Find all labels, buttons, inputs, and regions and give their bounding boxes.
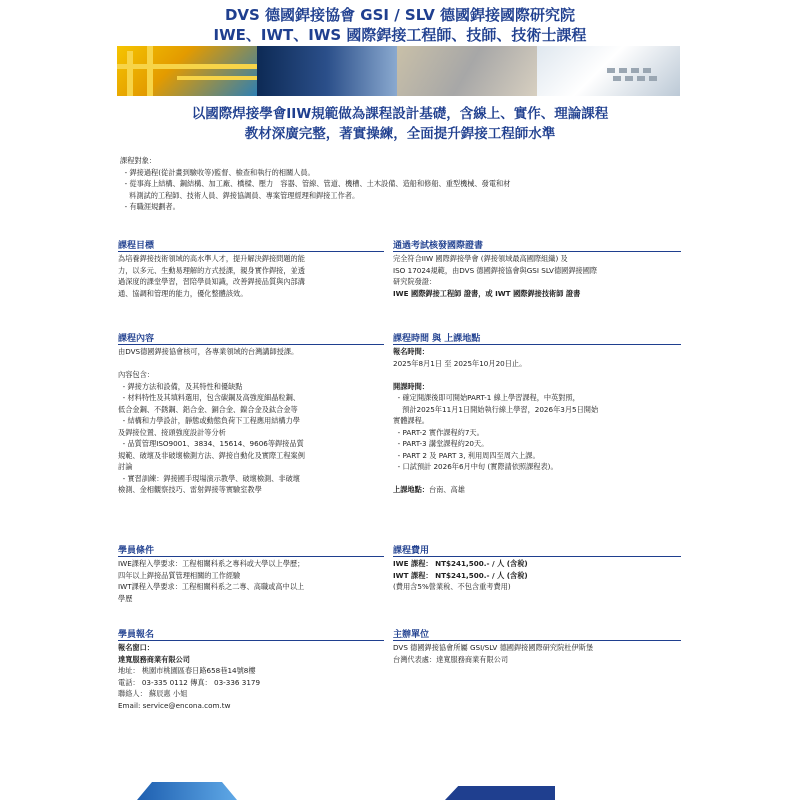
audience-line: - 從事海上結構、鋼結構、加工廠、橋樑、壓力 容器、管線、管道、機槽、土木設備、造船和修船、重型機械、發電和材 <box>120 179 511 188</box>
section-body-cert <box>393 253 681 299</box>
audience-line: 課程對象： <box>120 156 156 165</box>
schedule-line: 預計2025年11月1日開始執行線上學習，2026年3月5日開始 <box>393 404 599 414</box>
content-line: 及銲接位置、接頭強度設計等分析 <box>118 427 226 437</box>
section-heading-cert: 通過考試核發國際證書 <box>393 238 681 252</box>
cert-line: 研究院發證： <box>393 277 437 286</box>
section-body-goal <box>118 253 384 299</box>
content-line: - 品質管理ISO9001、3834、15614、9606等銲接品質 <box>118 439 304 448</box>
content-line: 檢測、金相觀察技巧、雷射銲接等實驗室教學 <box>118 485 262 494</box>
content-line <box>118 358 384 370</box>
audience-block <box>120 155 680 213</box>
organizer-line: 台灣代表處：達寬服務商業有限公司 <box>393 654 509 664</box>
schedule-line: - PART 2 及 PART 3, 利用周四至周六上課。 <box>393 450 540 460</box>
schedule-line: - PART-3 講堂課程約20天。 <box>393 439 489 448</box>
dvs-logo <box>137 782 237 800</box>
schedule-period-label: 報名時間： <box>393 347 429 356</box>
registration-window-label: 報名窗口： <box>118 643 154 652</box>
section-body-fees <box>393 558 681 593</box>
fee-line-iwt: IWT 課程： NT$241,500.- / 人 (含稅) <box>393 570 528 580</box>
section-heading-requirements: 學員條件 <box>118 543 384 557</box>
banner-engineering-image <box>257 46 397 96</box>
cert-line: IWE 國際銲接工程師 證書，或 IWT 國際銲接技術師 證書 <box>393 288 581 298</box>
registration-email: Email: service@encona.com.tw <box>118 700 231 710</box>
subtitle-line-2: 教材深廣完整，著實操練，全面提升銲接工程師水準 <box>244 126 556 142</box>
section-heading-schedule: 課程時間 與 上課地點 <box>393 331 681 345</box>
content-line: - 結構和力學設計，靜態或動態負荷下工程應用結構力學 <box>118 416 300 425</box>
cert-line: 完全符合IIW 國際銲接學會 (銲接領域最高國際組織) 及 <box>393 254 568 263</box>
content-line: - 銲接方法和設備，及其特性和優缺點 <box>118 381 243 391</box>
schedule-open-label: 開課時間： <box>393 381 429 391</box>
audience-line: - 銲接過程(從計畫到驗收等)監督、檢查和執行的相關人員。 <box>120 167 315 177</box>
content-line: - 材料特性及其填料選用，包含碳鋼及高強度細晶粒鋼、 <box>118 393 300 402</box>
requirements-line: 四年以上銲接品質管理相關的工作經驗 <box>118 570 241 580</box>
banner-images <box>117 46 680 96</box>
requirements-line: IWT課程入學要求：工程相關科系之二專、高職或高中以上 <box>118 582 305 591</box>
partner-logo <box>445 786 555 800</box>
section-body-content <box>118 346 384 496</box>
registration-line: 聯絡人： 蘇辰惠 小姐 <box>118 689 188 698</box>
banner-keyboard-image <box>537 46 680 96</box>
requirements-line: IWE課程入學要求：工程相關科系之專科或大學以上學歷； <box>118 559 305 568</box>
fee-note: (費用含5%營業稅、不包含重考費用) <box>393 582 511 591</box>
audience-line: - 有職涯規劃者。 <box>120 202 180 211</box>
title-line-1: DVS 德國銲接協會 GSI / SLV 德國銲接國際研究院 <box>224 6 576 24</box>
schedule-line: - PART-2 實作課程約7天。 <box>393 427 484 437</box>
section-heading-goal: 課程目標 <box>118 238 384 252</box>
cert-line: ISO 17024規範，由DVS 德國銲接協會與GSI SLV德國銲接國際 <box>393 265 598 275</box>
schedule-line: - 口試預計 2026年6月中旬 (實際請依照課程表)。 <box>393 462 558 471</box>
location-value: 台南、高雄 <box>428 485 465 494</box>
schedule-line: - 確定開課後即可開始PART-1 線上學習課程，中英對照， <box>393 393 580 402</box>
registration-line: 地址： 桃園市桃園區春日路658巷14號8樓 <box>118 666 256 675</box>
section-body-registration <box>118 642 384 711</box>
fee-line-iwe: IWE 課程： NT$241,500.- / 人 (含稅) <box>393 559 528 568</box>
section-heading-fees: 課程費用 <box>393 543 681 557</box>
content-line: - 實習訓練：銲接國手現場演示教學、破壞檢測、非破壞 <box>118 473 300 483</box>
section-heading-content: 課程內容 <box>118 331 384 345</box>
registration-company: 達寬服務商業有限公司 <box>118 654 190 664</box>
banner-hand-image <box>397 46 537 96</box>
section-body-requirements <box>118 558 384 604</box>
registration-line: 電話： 03-335 0112 傳真： 03-336 3179 <box>118 677 261 687</box>
goal-line: 力，以多元、生動易理解的方式授課，親身實作銲接，並透 <box>118 265 305 275</box>
content-line: 規範、破壞及非破壞檢測方法、銲接自動化及實際工程案例 <box>118 450 305 460</box>
goal-line: 為培養銲接技術領域的高水準人才，提升解決銲接問題的能 <box>118 254 305 263</box>
banner-industrial-structure-image <box>117 46 257 96</box>
section-body-schedule <box>393 346 681 496</box>
section-heading-organizer: 主辦單位 <box>393 627 681 641</box>
schedule-line: 實體課程。 <box>393 416 429 425</box>
title-line-2: IWE、IWT、IWS 國際銲接工程師、技師、技術士課程 <box>213 26 587 44</box>
goal-line: 通、協調和管理的能力，優化整體該效。 <box>118 288 248 298</box>
content-line: 討論 <box>118 462 133 471</box>
section-heading-registration: 學員報名 <box>118 627 384 641</box>
schedule-period-value: 2025年8月1日 至 2025年10月20日止。 <box>393 358 527 368</box>
section-body-organizer <box>393 642 681 665</box>
content-line: 低合金鋼、不銹鋼、鋁合金、銅合金、鎳合金及鈦合金等 <box>118 404 298 414</box>
location-label: 上課地點： <box>393 485 429 494</box>
audience-line: 料測試的工程師、技術人員、銲接協調員、專案管理經理和銲接工作者。 <box>120 190 360 200</box>
content-line: 由DVS德國銲接協會核可，各專業領域的台灣講師授課。 <box>118 347 299 356</box>
goal-line: 過深度的課堂學習，習陪學員知識，改善銲接品質與內部溝 <box>118 277 305 286</box>
content-line: 內容包含： <box>118 370 154 379</box>
subtitle-line-1: 以國際焊接學會IIW規範做為課程設計基礎，含線上、實作、理論課程 <box>191 106 609 122</box>
schedule-location <box>393 484 681 496</box>
organizer-line: DVS 德國銲接協會所屬 GSI/SLV 德國銲接國際研究院杜伊斯堡 <box>393 643 594 652</box>
requirements-line: 學歷 <box>118 593 133 603</box>
